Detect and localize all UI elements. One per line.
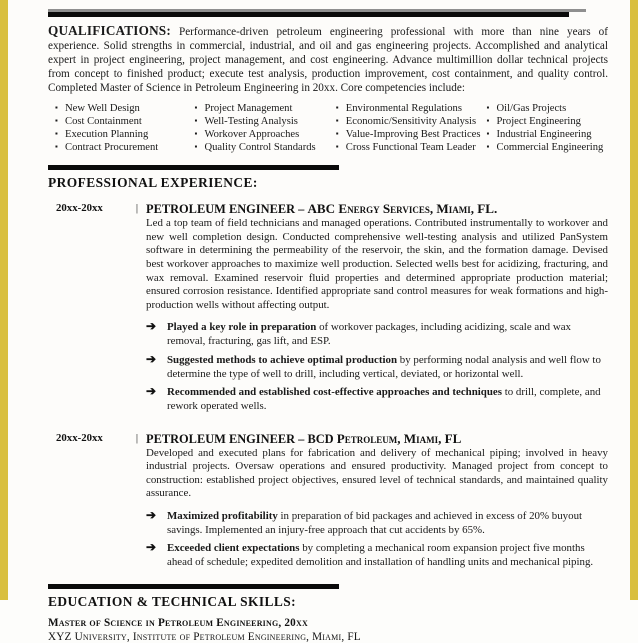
arrow-icon: ➔: [146, 319, 157, 334]
list-item: ▪ Contract Procurement: [54, 142, 193, 155]
divider-black-bar: [48, 584, 339, 589]
qualifications-divider: [48, 0, 608, 17]
achievement-text: by completing a mechanical room expansion project five months ahead of schedule; expedited demolition and installation of handling units and mechanical piping.: [167, 542, 594, 569]
list-item: [146, 321, 608, 348]
list-item: [146, 386, 608, 413]
list-item: ▪ Project Management: [193, 103, 334, 116]
list-item: ▪ Well-Testing Analysis: [193, 116, 334, 129]
section-heading-education: EDUCATION & TECHNICAL SKILLS:: [48, 593, 297, 609]
experience-entry: [48, 432, 608, 575]
education-divider: [48, 584, 608, 589]
job-title-company: Petroleum, Miami, FL: [336, 430, 462, 446]
job-separator: |: [135, 202, 139, 215]
section-heading-experience: PROFESSIONAL EXPERIENCE:: [48, 175, 258, 191]
job-summary: Led a top team of field technicians and managed operations. Contributed instrumentally to workover and new well completion design. Conducted comprehensive well-testing analysis and utilized PanSystem software in determining the permeability of the reservoir, the skin, and the formation damage. Devised best workover approaches to maximize well production. Selected wells best for acidizing, fracturing, and wax removal. Examined reservoir fluid properties and determined appropriate production material; ensured corrosion resistance. Identified appropriate sand control measures for weak formations and high-production wells without affecting output.: [146, 217, 608, 311]
education-degree: Master of Science in Petroleum Engineering, 20xx: [48, 616, 308, 629]
list-item: ▪ Industrial Engineering: [486, 129, 608, 142]
education-section: [48, 584, 608, 643]
list-item: [146, 510, 608, 537]
achievement-highlight: Played a key role in preparation: [167, 321, 317, 334]
achievement-text: in preparation of bid packages and achieved in excess of 20% buyout savings. Implemented an injury-free approach that cut accidents by 65%.: [167, 510, 583, 536]
achievement-text: of workover packages, including acidizing, scale and wax removal, fracturing, gas lift, and ESP.: [167, 321, 571, 348]
experience-divider: [48, 165, 608, 170]
list-item: ▪ Quality Control Standards: [193, 142, 334, 155]
list-item: ▪ Value-Improving Best Practices: [335, 129, 486, 142]
divider-black-bar: [48, 12, 569, 17]
list-item: ▪ Commercial Engineering: [486, 142, 608, 155]
achievement-text: to drill, complete, and rework operated wells.: [167, 386, 601, 412]
achievement-highlight: Maximized profitability: [167, 510, 278, 523]
resume-content: [48, 0, 609, 643]
achievement-highlight: Recommended and established cost-effective approaches and techniques: [167, 386, 502, 399]
core-competencies-grid: [54, 103, 608, 154]
qualifications-paragraph: [48, 17, 608, 95]
job-separator: |: [135, 431, 139, 444]
competency-column-1: [54, 103, 193, 154]
divider-black-bar: [48, 165, 339, 170]
education-school: XYZ University, Institute of Petroleum Engineering, Miami, FL: [48, 630, 361, 643]
job-title-company: ABC Energy Services, Miami, FL.: [307, 201, 498, 217]
list-item: ▪ Project Engineering: [486, 116, 608, 129]
competency-column-2: [193, 103, 334, 154]
list-item: ▪ Execution Planning: [54, 129, 193, 142]
job-title-role: PETROLEUM ENGINEER – BCD: [146, 431, 337, 446]
job-dates: 20xx-20xx: [56, 431, 103, 444]
job-title-role: PETROLEUM ENGINEER –: [146, 202, 308, 217]
qualifications-label: QUALIFICATIONS:: [48, 23, 171, 38]
job-summary: Developed and executed plans for fabrication and delivery of mechanical piping; involved in heavy industrial projects. Oversaw operations and ensured productivity. Managed project from concept to construction: established project objectives, ensured level of technical standards, and maintained quality assurance.: [146, 446, 608, 500]
achievement-text: by performing nodal analysis and well flow to determine the type of well to drill, including vertical, deviated, or horizontal well.: [167, 353, 601, 380]
list-item: ▪ Environmental Regulations: [335, 103, 486, 116]
arrow-icon: ➔: [146, 540, 157, 555]
arrow-icon: ➔: [146, 384, 157, 399]
list-item: ▪ Cross Functional Team Leader: [335, 142, 486, 155]
job-title: [146, 432, 608, 446]
job-title: [146, 202, 608, 216]
list-item: ▪ Cost Containment: [54, 116, 193, 129]
list-item: ▪ New Well Design: [54, 103, 193, 116]
list-item: ▪ Economic/Sensitivity Analysis: [335, 116, 486, 129]
job-dates: 20xx-20xx: [56, 202, 103, 215]
arrow-icon: ➔: [146, 508, 157, 523]
job-achievements: [146, 321, 608, 413]
competency-column-3: [335, 103, 486, 154]
experience-entry: [48, 202, 608, 418]
qualifications-body: Performance-driven petroleum engineering professional with more than nine years of experience. Solid strengths in commercial, industrial, and oil and gas engineering projects. Accomplished and analytical expert in project engineering, project management, and cost engineering. Advance multimillion dollar technical projects from concept to finished product; execute test analysis, production improvement, cost containment, and quality control. Completed Master of Science in Petroleum Engineering in 20xx. Core competencies include:: [48, 26, 609, 95]
competency-column-4: [486, 103, 608, 154]
job-details: [146, 202, 608, 418]
list-item: ▪ Oil/Gas Projects: [486, 103, 608, 116]
list-item: ▪ Workover Approaches: [193, 129, 334, 142]
list-item: [146, 351, 608, 381]
achievement-highlight: Exceeded client expectations: [167, 542, 300, 555]
job-details: [146, 432, 608, 575]
job-achievements: [146, 510, 608, 570]
achievement-highlight: Suggested methods to achieve optimal production: [167, 353, 398, 366]
arrow-icon: ➔: [146, 351, 157, 366]
list-item: [146, 542, 608, 569]
resume-page: [8, 0, 630, 643]
